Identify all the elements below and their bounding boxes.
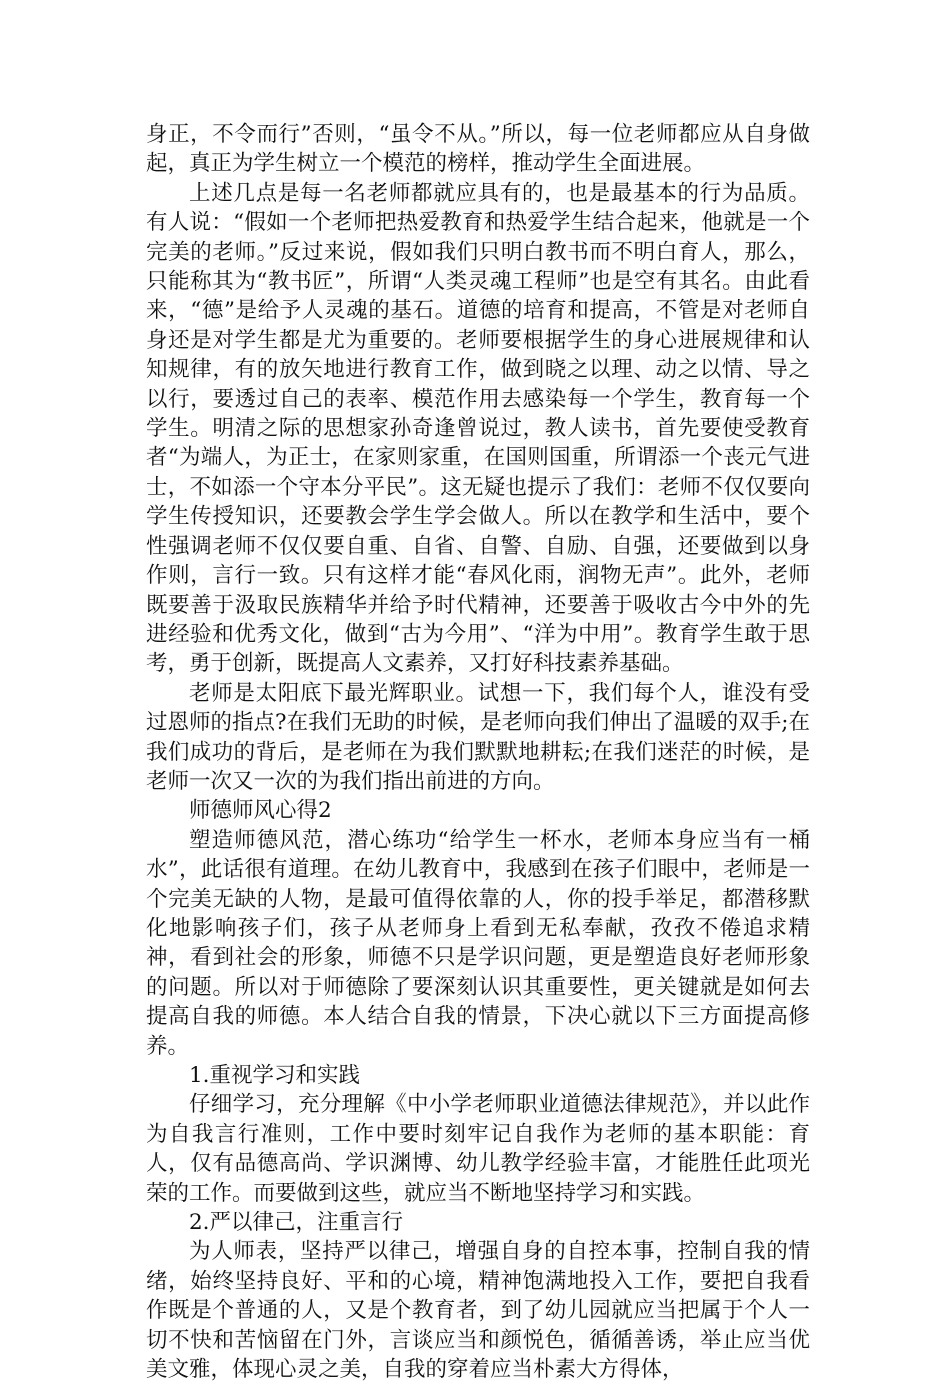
paragraph-brightest-profession: 老师是太阳底下最光辉职业。试想一下，我们每个人，谁没有受过恩师的指点?在我们无助的时候，是老师向我们伸出了温暖的双手;在我们成功的背后，是老师在为我们默默地耕耘;在我们迷茫的时候，是老师一次又一次的为我们指出前进的方向。 — [146, 680, 810, 794]
paragraph-study-and-practice: 仔细学习，充分理解《中小学老师职业道德法律规范》，并以此作为自我言行准则，工作中要时刻牢记自我作为老师的基本职能：育人，仅有品德高尚、学识渊博、幼儿教学经验丰富，才能胜任此项光荣的工作。而要做到这些，就应当不断地坚持学习和实践。 — [146, 1092, 810, 1206]
subheading-self-discipline: 2.严以律己，注重言行 — [189, 1210, 404, 1236]
paragraph-self-discipline: 为人师表，坚持严以律己，增强自身的自控本事，控制自我的情绪，始终坚持良好、平和的心境，精神饱满地投入工作，要把自我看作既是个普通的人，又是个教育者，到了幼儿园就应当把属于个人一切不快和苦恼留在门外，言谈应当和颜悦色，循循善诱，举止应当优美文雅，体现心灵之美，自我的穿着应当朴素大方得体， — [146, 1239, 810, 1383]
paragraph-shaping-ethics: 塑造师德风范，潜心练功“给学生一杯水，老师本身应当有一桶水”，此话很有道理。在幼儿教育中，我感到在孩子们眼中，老师是一个完美无缺的人物，是最可值得依靠的人，你的投手举足，都潜移默化地影响孩子们，孩子从老师身上看到无私奉献，孜孜不倦追求精神，看到社会的形象，师德不只是学识问题，更是塑造良好老师形象的问题。所以对于师德除了要深刻认识其重要性，更关键就是如何去提高自我的师德。本人结合自我的情景，下决心就以下三方面提高修养。 — [146, 827, 810, 1059]
paragraph-continuation: 身正，不令而行”否则，“虽令不从。”所以，每一位老师都应从自身做起，真正为学生树立一个模范的榜样，推动学生全面进展。 — [146, 122, 810, 177]
document-body — [146, 120, 810, 1384]
paragraph-teacher-qualities: 上述几点是每一名老师都就应具有的，也是最基本的行为品质。有人说：“假如一个老师把热爱教育和热爱学生结合起来，他就是一个完美的老师。”反过来说，假如我们只明白教书而不明白育人，那么，只能称其为“教书匠”，所谓“人类灵魂工程师”也是空有其名。由此看来，“德”是给予人灵魂的基石。道德的培育和提高，不管是对老师自身还是对学生都是尤为重要的。老师要根据学生的身心进展规律和认知规律，有的放矢地进行教育工作，做到晓之以理、动之以情、导之以行，要透过自己的表率、模范作用去感染每一个学生，教育每一个学生。明清之际的思想家孙奇逢曾说过，教人读书，首先要使受教育者“为端人，为正士，在家则家重，在国则国重，所谓添一个丧元气进士，不如添一个守本分平民”。这无疑也提示了我们：老师不仅仅要向学生传授知识，还要教会学生学会做人。所以在教学和生活中，要个性强调老师不仅仅要自重、自省、自警、自励、自强，还要做到以身作则，言行一致。只有这样才能“春风化雨，润物无声”。此外，老师既要善于汲取民族精华并给予时代精神，还要善于吸收古今中外的先进经验和优秀文化，做到“古为今用”、“洋为中用”。教育学生敢于思考，勇于创新，既提高人文素养，又打好科技素养基础。 — [146, 180, 811, 677]
subheading-study-and-practice: 1.重视学习和实践 — [189, 1063, 361, 1088]
section-heading-reflection-2: 师德师风心得2 — [189, 798, 332, 824]
